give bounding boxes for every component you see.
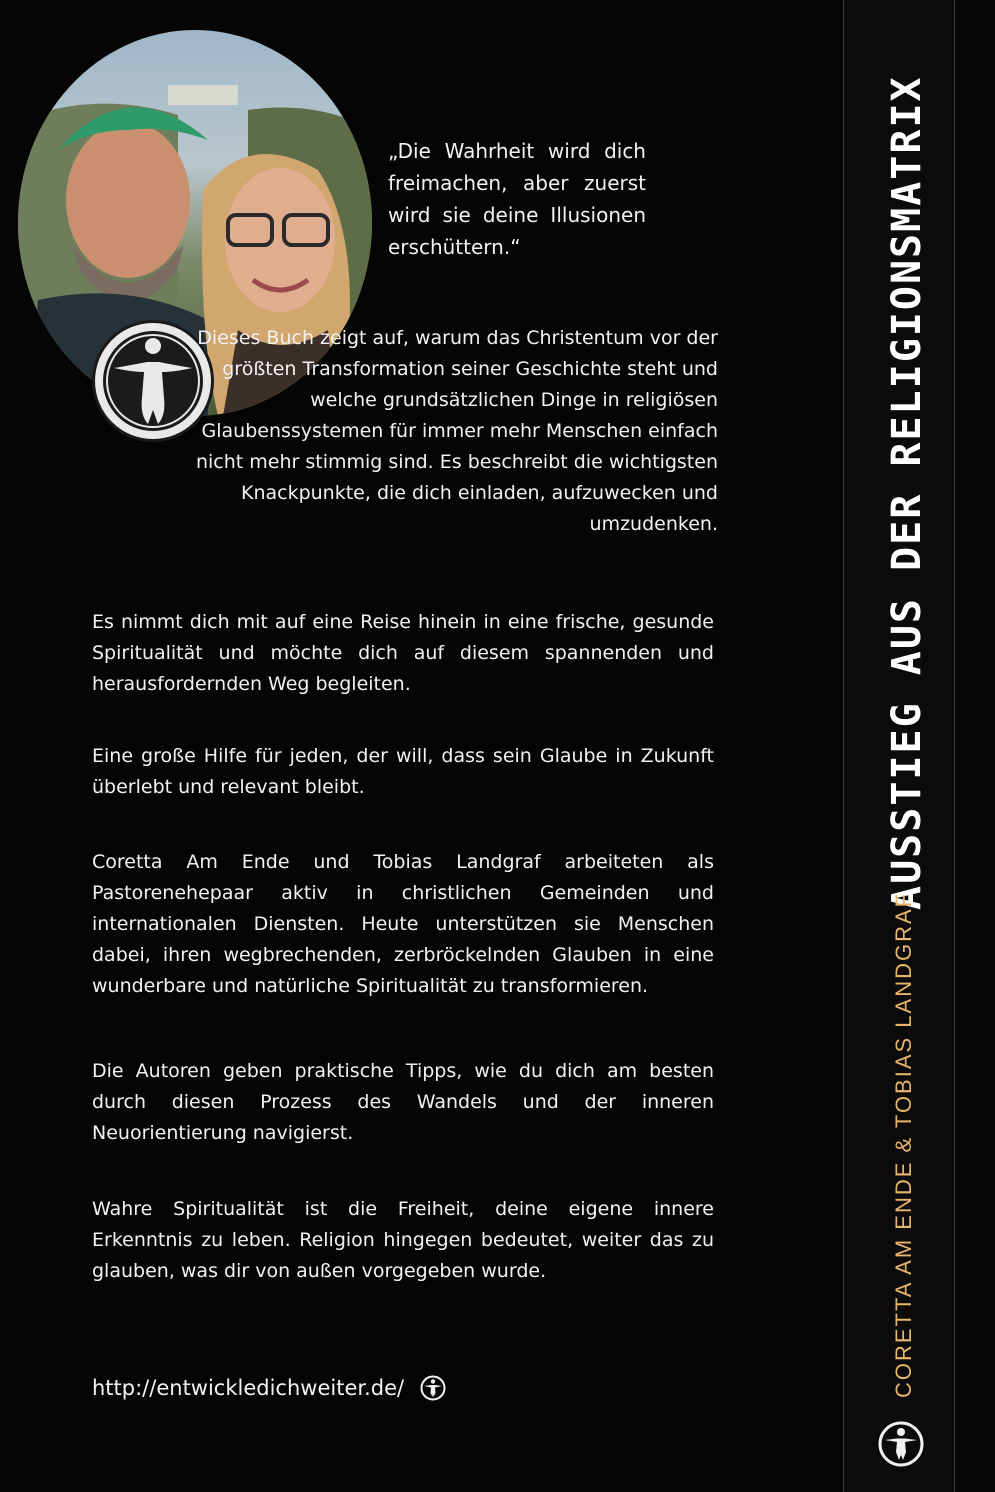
description-paragraph-6: Wahre Spiritualität ist die Freiheit, deine eigene innere Erkenntnis zu leben. Religion hingegen bedeutet, weiter das zu glauben, was dir von außen vorgegeben wurde. (92, 1198, 714, 1282)
spine-logo-icon (878, 1421, 924, 1467)
description-paragraph-1: Dieses Buch zeigt auf, warum das Christentum vor der größten Transformation seiner Geschichte steht und welche grundsätzlichen Dinge in religiösen Glaubenssystemen für immer mehr Menschen einfach nicht mehr stimmig sind. Es beschreibt die wichtigsten Knackpunkte, die dich einladen, aufzuwecken und umzudenken. (195, 327, 718, 535)
spine-title: AUSSTIEG AUS DER RELIGIONSMATRIX (884, 75, 930, 910)
description-paragraph-2: Es nimmt dich mit auf eine Reise hinein in eine frische, gesunde Spiritualität und möchte dich auf diesem spannenden und herausfordernden Weg begleiten. (92, 611, 714, 695)
description-paragraph-5: Die Autoren geben praktische Tipps, wie du dich am besten durch diesen Prozess des Wandels und der inneren Neuorientierung navigierst. (92, 1060, 714, 1144)
description-paragraph-3: Eine große Hilfe für jeden, der will, dass sein Glaube in Zukunft überlebt und relevant bleibt. (92, 745, 714, 798)
website-row (92, 1372, 446, 1404)
quote-text: „Die Wahrheit wird dich freimachen, aber zuerst wird sie deine Illusionen erschüttern.“ (388, 139, 646, 259)
spine-authors: CORETTA AM ENDE & TOBIAS LANDGRAF (891, 891, 916, 1398)
vitruvian-small-icon (420, 1375, 446, 1401)
authors-bio-paragraph: Coretta Am Ende und Tobias Landgraf arbeiteten als Pastorenehepaar aktiv in christlichen Gemeinden und internationalen Diensten. Heute unterstützen sie Menschen dabei, ihren wegbrechenden, zerbröckelnden Glauben in eine wunderbare und natürliche Spiritualität zu transformieren. (92, 851, 714, 997)
front-cover-edge (955, 0, 995, 1492)
website-link[interactable]: http://entwickledichweiter.de/ (92, 1376, 405, 1400)
